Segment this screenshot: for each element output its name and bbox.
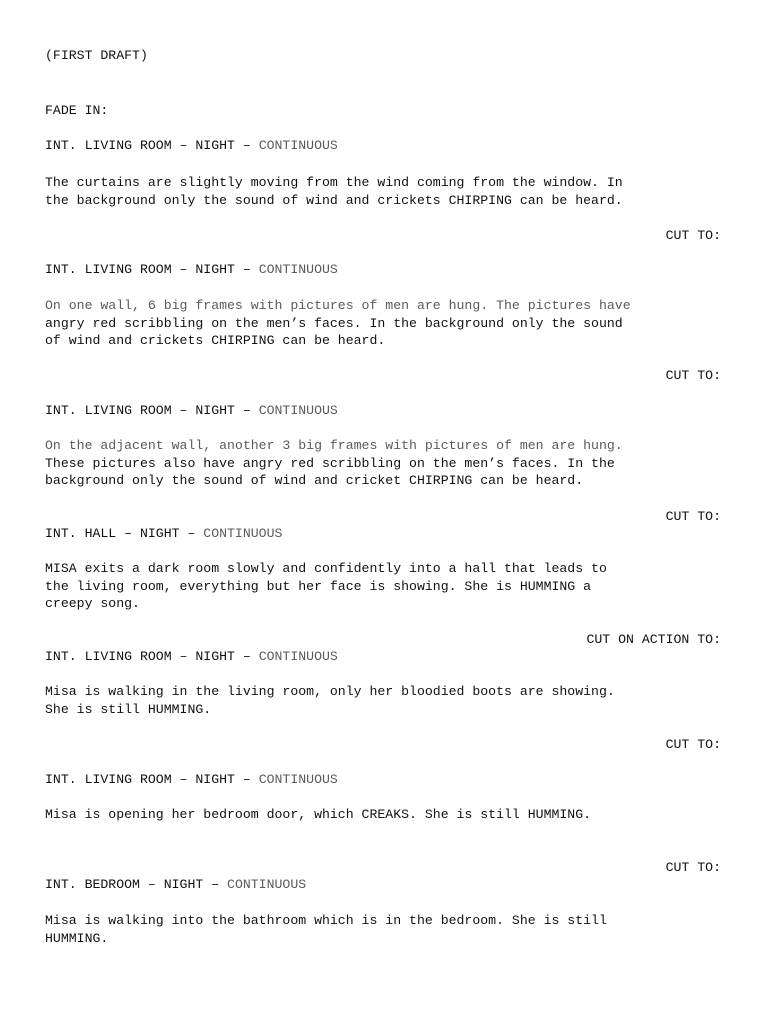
- scene-heading: INT. LIVING ROOM – NIGHT – CONTINUOUS: [45, 649, 338, 664]
- scene-action: Misa is walking in the living room, only her bloodied boots are showing. She is still HUMMING.: [45, 684, 615, 717]
- scene-heading: INT. LIVING ROOM – NIGHT – CONTINUOUS: [45, 262, 338, 277]
- draft-label: (FIRST DRAFT): [45, 48, 148, 63]
- scene-heading: INT. HALL – NIGHT – CONTINUOUS: [45, 526, 283, 541]
- scene-action: On the adjacent wall, another 3 big frames with pictures of men are hung. These pictures also have angry red scribbling on the men’s faces. In the background only the sound of wind and cricket CHIRPING can be heard.: [45, 438, 623, 488]
- scene-action: The curtains are slightly moving from the wind coming from the window. In the background only the sound of wind and crickets CHIRPING can be heard.: [45, 175, 623, 208]
- scene-heading: INT. LIVING ROOM – NIGHT – CONTINUOUS: [45, 403, 338, 418]
- scene-action: Misa is opening her bedroom door, which CREAKS. She is still HUMMING.: [45, 807, 592, 822]
- fade-in: FADE IN:: [45, 103, 109, 118]
- scene-heading: INT. BEDROOM – NIGHT – CONTINUOUS: [45, 877, 307, 892]
- scene-action: MISA exits a dark room slowly and confidently into a hall that leads to the living room, everything but her face is showing. She is HUMMING a creepy song.: [45, 561, 607, 611]
- transition: CUT TO:: [665, 368, 721, 383]
- scene-heading: INT. LIVING ROOM – NIGHT – CONTINUOUS: [45, 772, 338, 787]
- transition: CUT TO:: [665, 860, 721, 875]
- scene-heading: INT. LIVING ROOM – NIGHT – CONTINUOUS: [45, 138, 338, 153]
- transition: CUT TO:: [665, 509, 721, 524]
- scene-action: On one wall, 6 big frames with pictures of men are hung. The pictures have angry red scribbling on the men’s faces. In the background only the sound of wind and crickets CHIRPING can be heard.: [45, 298, 631, 348]
- transition: CUT TO:: [665, 737, 721, 752]
- transition: CUT ON ACTION TO:: [586, 632, 721, 647]
- scene-action: Misa is walking into the bathroom which is in the bedroom. She is still HUMMING.: [45, 913, 607, 946]
- transition: CUT TO:: [665, 228, 721, 243]
